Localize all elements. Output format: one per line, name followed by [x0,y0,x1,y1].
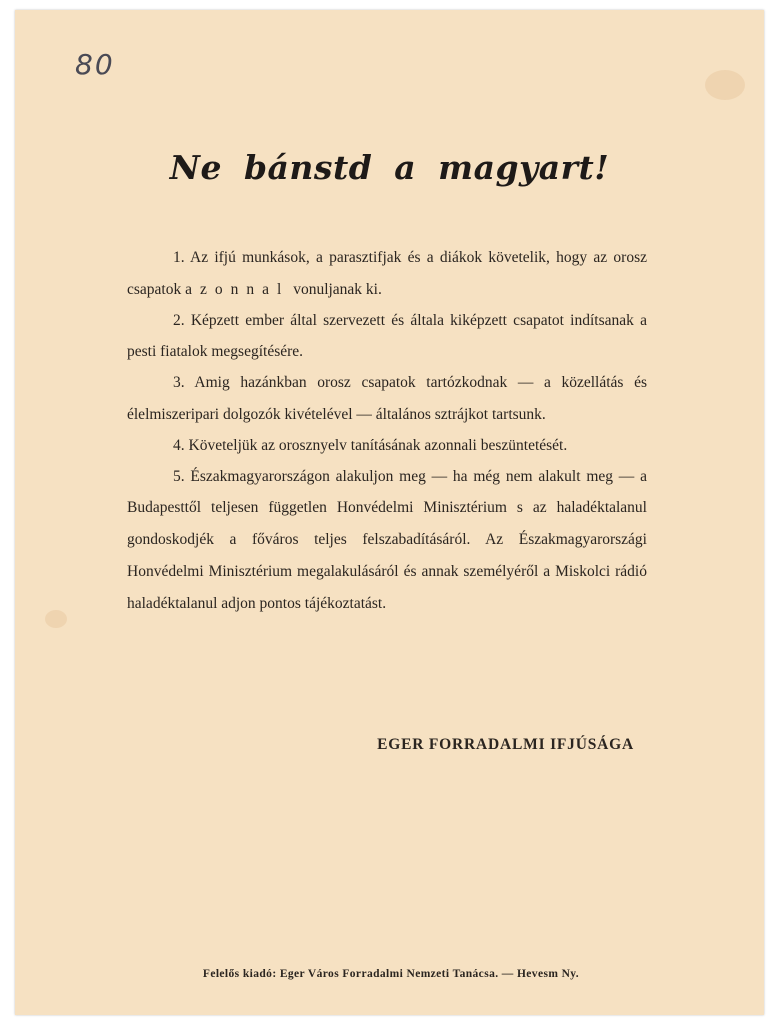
demand-paragraph-2: 2. Képzett ember által szervezett és általa kiképzett csapatot indítsanak a pesti fiatalok megsegítésére. [127,311,647,361]
spaced-emphasis: azonnal [185,280,290,298]
demands-list [127,242,647,619]
signature: EGER FORRADALMI IFJÚSÁGA [377,736,634,753]
paper-stain [45,610,67,628]
demand-paragraph-5: 5. Északmagyarországon alakuljon meg — ha még nem alakult meg — a Budapesttől teljesen független Honvédelmi Minisztérium s az haladéktalanul gondoskodjék a főváros teljes felszabadításáról. Az Északmagyarországi Honvédelmi Minisztérium megalakulásáról és annak személyéről a Miskolci rádió haladéktalanul adjon pontos tájékoztatást. [127,467,647,612]
handwritten-number: 80 [75,48,115,81]
paper-stain [705,70,745,100]
leaflet-sheet [15,10,764,1015]
publisher-footer: Felelős kiadó: Eger Város Forradalmi Nemzeti Tanácsa. — Hevesm Ny. [202,968,580,980]
demand-paragraph-1: 1. Az ifjú munkások, a parasztifjak és a diákok követelik, hogy az orosz csapatok azonnal vonuljanak ki. [127,249,647,298]
demand-paragraph-3: 3. Amig hazánkban orosz csapatok tartózkodnak — a közellátás és élelmiszeripari dolgozók kivételével — általános sztrájkot tartsunk. [127,374,647,423]
demand-paragraph-4: 4. Követeljük az orosznyelv tanításának azonnali beszüntetését. [173,436,568,454]
leaflet-title: Ne bánstd a magyart! [169,148,610,187]
